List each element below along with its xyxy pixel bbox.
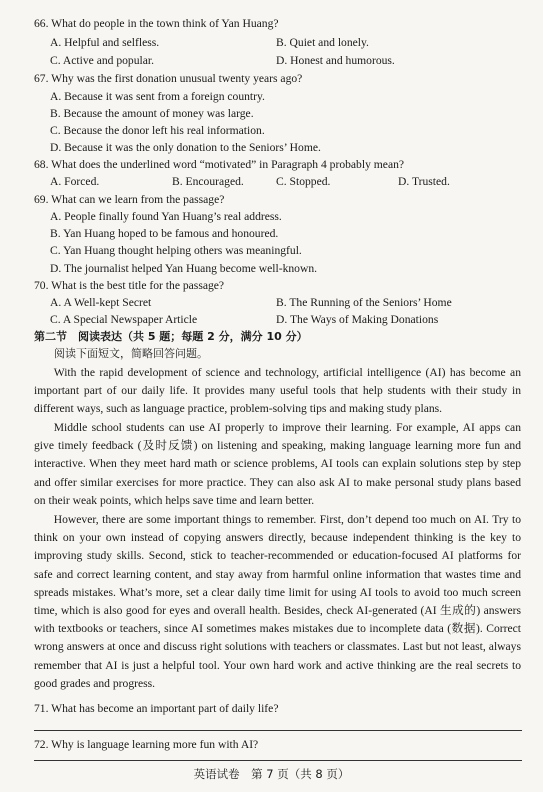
q68-option-b: B. Encouraged. <box>172 175 244 188</box>
q66-option-a: A. Helpful and selfless. <box>50 36 160 49</box>
question-68-stem: 68. What does the underlined word “motivated” in Paragraph 4 probably mean? <box>34 158 405 171</box>
page-footer: 英语试卷 第 7 页（共 8 页） <box>193 767 350 781</box>
q66-option-b: B. Quiet and lonely. <box>276 36 369 49</box>
passage-paragraph-2: Middle school students can use AI properly to improve their learning. For example, AI apps can give timely feedback (及时反馈) on listening and speaking, making language learning more fun and interactive. When they meet hard math or science problems, AI tools can explain solutions step by step and offer similar exercises for more practice. They can also ask AI to make personal study plans based on their weak points, which helps save time and learn better. <box>34 421 521 507</box>
passage-paragraph-3: However, there are some important things to remember. First, don’t depend too much on AI. Try to think on your own instead of copying answers directly, because independent thinking is the key to improving study skills. Second, stick to teacher-recommended or education-focused AI platforms for safe and correct learning content, and stay away from harmful online information that wastes time and spreads mistakes. What’s more, set a clear daily time limit for using AI tools to avoid too much screen time, which is also good for eyes and overall health. Besides, check AI-generated (AI 生成的) answers with textbooks or teachers, since AI sometimes makes mistakes due to incomplete data (数据). Correct wrong answers at once and discuss right solutions with teachers or classmates. Last but not least, always remember that AI is just a helpful tool. Your own hard work and active thinking are the real secrets to good grades and progress. <box>34 513 521 690</box>
question-71-stem: 71. What has become an important part of daily life? <box>34 702 279 715</box>
question-72-stem: 72. Why is language learning more fun with AI? <box>34 738 259 751</box>
section-title: 第二节 阅读表达（共 5 题；每题 2 分，满分 10 分） <box>34 330 308 343</box>
q69-option-c: C. Yan Huang thought helping others was meaningful. <box>50 244 302 257</box>
q67-option-d: D. Because it was the only donation to the Seniors’ Home. <box>50 141 321 154</box>
q66-option-d: D. Honest and humorous. <box>276 54 395 67</box>
q66-option-c: C. Active and popular. <box>50 54 155 67</box>
question-70-stem: 70. What is the best title for the passage? <box>34 279 225 292</box>
q70-option-c: C. A Special Newspaper Article <box>50 313 198 326</box>
q68-option-a: A. Forced. <box>50 175 100 188</box>
answer-line-71[interactable] <box>34 730 522 731</box>
q69-option-a: A. People finally found Yan Huang’s real address. <box>50 210 282 223</box>
q69-option-d: D. The journalist helped Yan Huang become well-known. <box>50 262 318 275</box>
q70-option-b: B. The Running of the Seniors’ Home <box>276 296 452 309</box>
question-69-stem: 69. What can we learn from the passage? <box>34 193 225 206</box>
q67-option-c: C. Because the donor left his real information. <box>50 124 265 137</box>
passage-paragraph-1: With the rapid development of science and technology, artificial intelligence (AI) has become an important part of our daily life. It provides many useful tools that help students with their study in different ways, such as language practice, problem-solving tips and making study plans. <box>34 366 521 416</box>
section-instruction: 阅读下面短文，简略回答问题。 <box>54 347 208 360</box>
q68-option-d: D. Trusted. <box>398 175 450 188</box>
question-67-stem: 67. Why was the first donation unusual twenty years ago? <box>34 72 303 85</box>
q70-option-d: D. The Ways of Making Donations <box>276 313 439 326</box>
q67-option-a: A. Because it was sent from a foreign country. <box>50 90 265 103</box>
q67-option-b: B. Because the amount of money was large. <box>50 107 254 120</box>
answer-line-72[interactable] <box>34 760 522 761</box>
question-66-stem: 66. What do people in the town think of Yan Huang? <box>34 17 279 30</box>
q69-option-b: B. Yan Huang hoped to be famous and honoured. <box>50 227 279 240</box>
q70-option-a: A. A Well-kept Secret <box>50 296 152 309</box>
q68-option-c: C. Stopped. <box>276 175 331 188</box>
